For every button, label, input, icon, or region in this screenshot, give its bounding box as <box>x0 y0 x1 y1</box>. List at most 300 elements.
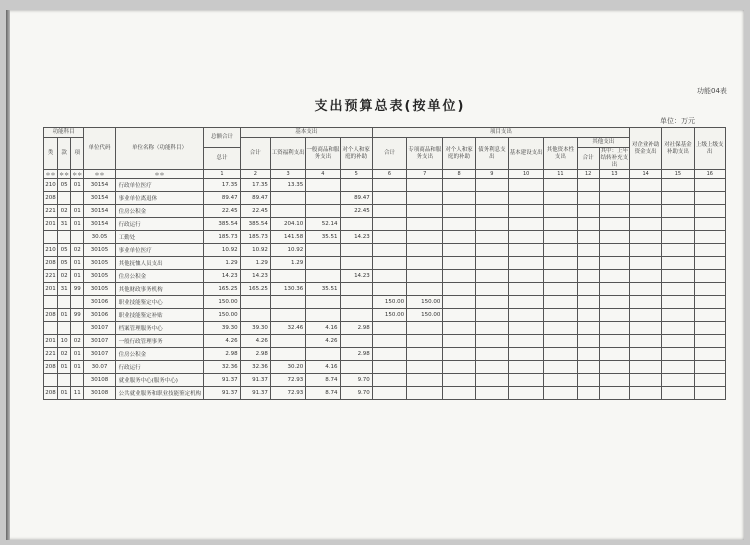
table-header <box>44 128 726 179</box>
cell-proj <box>372 335 406 348</box>
cell-special <box>407 361 443 374</box>
cell-empty <box>577 283 599 296</box>
cell-code: 30105 <box>84 257 115 270</box>
cell-code: 30154 <box>84 218 115 231</box>
table-row <box>44 270 726 283</box>
cell-total: 150.00 <box>204 296 240 309</box>
cell-i: 01 <box>58 309 71 322</box>
cell-salary: 13.35 <box>270 179 305 192</box>
cell-name: 住房公积金 <box>115 270 204 283</box>
table-row <box>44 335 726 348</box>
index-cell: 8 <box>443 170 475 179</box>
cell-goods: 4.16 <box>306 322 340 335</box>
header-unit-code: 单位代码 <box>84 128 115 170</box>
cell-code: 30106 <box>84 296 115 309</box>
cell-c: 201 <box>44 283 58 296</box>
cell-personal <box>340 296 372 309</box>
header-class: 类 <box>44 138 58 170</box>
cell-basic: 185.73 <box>240 231 270 244</box>
cell-proj: 150.00 <box>372 309 406 322</box>
cell-special: 150.00 <box>407 296 443 309</box>
table-row <box>44 361 726 374</box>
cell-s: 11 <box>71 387 84 400</box>
cell-total: 17.35 <box>204 179 240 192</box>
cell-empty <box>630 218 662 231</box>
cell-salary: 30.20 <box>270 361 305 374</box>
cell-code: 30107 <box>84 348 115 361</box>
cell-empty <box>443 296 475 309</box>
cell-basic: 10.92 <box>240 244 270 257</box>
cell-special <box>407 387 443 400</box>
table-row <box>44 348 726 361</box>
cell-empty <box>508 244 543 257</box>
cell-empty <box>508 309 543 322</box>
cell-i: 01 <box>58 387 71 400</box>
cell-goods <box>306 270 340 283</box>
cell-empty <box>694 322 725 335</box>
cell-total: 14.23 <box>204 270 240 283</box>
cell-empty <box>662 361 694 374</box>
cell-empty <box>508 296 543 309</box>
cell-proj <box>372 244 406 257</box>
cell-total: 385.54 <box>204 218 240 231</box>
cell-empty <box>599 218 629 231</box>
cell-total: 32.36 <box>204 361 240 374</box>
cell-basic: 17.35 <box>240 179 270 192</box>
cell-personal <box>340 257 372 270</box>
table-row <box>44 374 726 387</box>
cell-empty <box>694 309 725 322</box>
cell-c: 201 <box>44 218 58 231</box>
cell-empty <box>577 179 599 192</box>
cell-empty <box>443 244 475 257</box>
index-row <box>44 170 726 179</box>
cell-proj <box>372 361 406 374</box>
header-debt-interest: 债务利息支出 <box>475 138 508 170</box>
cell-empty <box>630 335 662 348</box>
cell-name: 行政单位医疗 <box>115 179 204 192</box>
cell-salary <box>270 205 305 218</box>
cell-salary <box>270 348 305 361</box>
cell-empty <box>599 270 629 283</box>
cell-total: 4.26 <box>204 335 240 348</box>
cell-name: 其他财政事务机构 <box>115 283 204 296</box>
cell-empty <box>475 322 508 335</box>
cell-empty <box>630 348 662 361</box>
cell-name: 其他抚恤人员支出 <box>115 257 204 270</box>
cell-empty <box>662 205 694 218</box>
cell-personal: 89.47 <box>340 192 372 205</box>
sheet-edge <box>6 10 10 540</box>
table-row <box>44 192 726 205</box>
cell-basic: 165.25 <box>240 283 270 296</box>
cell-code: 30154 <box>84 192 115 205</box>
cell-i: 02 <box>58 205 71 218</box>
unit-label: 单位：万元 <box>660 117 695 125</box>
cell-goods: 35.51 <box>306 231 340 244</box>
cell-empty <box>662 348 694 361</box>
cell-empty <box>544 192 577 205</box>
cell-total: 185.73 <box>204 231 240 244</box>
cell-basic <box>240 309 270 322</box>
cell-personal: 2.98 <box>340 322 372 335</box>
cell-empty <box>544 387 577 400</box>
cell-proj <box>372 387 406 400</box>
cell-total: 91.37 <box>204 374 240 387</box>
cell-code: 30107 <box>84 335 115 348</box>
cell-empty <box>630 361 662 374</box>
table-row <box>44 231 726 244</box>
cell-salary: 130.36 <box>270 283 305 296</box>
cell-empty <box>694 231 725 244</box>
cell-i <box>58 322 71 335</box>
cell-empty <box>662 270 694 283</box>
cell-i: 31 <box>58 218 71 231</box>
header-social-security: 对社保基金补助支出 <box>662 128 694 170</box>
cell-empty <box>475 296 508 309</box>
cell-empty <box>662 335 694 348</box>
cell-name: 行政运行 <box>115 361 204 374</box>
header-salary: 工资福利支出 <box>270 138 305 170</box>
cell-empty <box>630 283 662 296</box>
index-cell: 16 <box>694 170 725 179</box>
cell-s: 02 <box>71 244 84 257</box>
cell-personal <box>340 309 372 322</box>
cell-empty <box>475 283 508 296</box>
cell-goods: 8.74 <box>306 374 340 387</box>
cell-code: 30106 <box>84 309 115 322</box>
cell-basic: 39.30 <box>240 322 270 335</box>
index-cell: ＊＊ <box>115 170 204 179</box>
cell-empty <box>544 309 577 322</box>
header-section: 项 <box>71 138 84 170</box>
cell-empty <box>544 179 577 192</box>
cell-basic: 91.37 <box>240 387 270 400</box>
header-other-sub: 其中：上年结转补充支出 <box>600 148 629 168</box>
cell-basic: 14.23 <box>240 270 270 283</box>
cell-empty <box>694 348 725 361</box>
table-row <box>44 283 726 296</box>
index-cell: 4 <box>306 170 340 179</box>
header-enterprise-subsidy: 对企业补助资金支出 <box>630 128 662 170</box>
cell-empty <box>443 387 475 400</box>
cell-s: 99 <box>71 309 84 322</box>
table-row <box>44 387 726 400</box>
cell-empty <box>475 387 508 400</box>
cell-empty <box>544 257 577 270</box>
cell-empty <box>599 296 629 309</box>
cell-empty <box>508 374 543 387</box>
cell-c: 210 <box>44 244 58 257</box>
index-cell: 5 <box>340 170 372 179</box>
cell-empty <box>577 387 599 400</box>
header-total-group: 总额合计 <box>204 128 240 148</box>
cell-empty <box>630 205 662 218</box>
cell-empty <box>508 231 543 244</box>
cell-name: 就业服务中心(服务中心) <box>115 374 204 387</box>
cell-empty <box>508 257 543 270</box>
index-cell: ＊＊ <box>44 170 58 179</box>
cell-s: 99 <box>71 283 84 296</box>
header-other-capital: 其他资本性支出 <box>544 138 577 170</box>
page-title: 支出预算总表(按单位) <box>314 99 466 114</box>
cell-c: 208 <box>44 361 58 374</box>
header-project-group: 项目支出 <box>372 128 629 138</box>
cell-empty <box>599 387 629 400</box>
cell-i: 05 <box>58 179 71 192</box>
cell-proj: 150.00 <box>372 296 406 309</box>
cell-goods <box>306 348 340 361</box>
cell-salary <box>270 296 305 309</box>
cell-empty <box>599 374 629 387</box>
header-total: 总计 <box>204 148 240 170</box>
cell-empty <box>630 270 662 283</box>
cell-empty <box>443 348 475 361</box>
cell-c <box>44 322 58 335</box>
cell-empty <box>599 309 629 322</box>
cell-c <box>44 296 58 309</box>
cell-goods: 52.14 <box>306 218 340 231</box>
cell-empty <box>599 283 629 296</box>
cell-code: 30105 <box>84 283 115 296</box>
cell-name: 行政运行 <box>115 218 204 231</box>
cell-c: 201 <box>44 335 58 348</box>
cell-goods <box>306 309 340 322</box>
cell-salary: 10.92 <box>270 244 305 257</box>
header-other-subtotal: 合计 <box>577 148 599 170</box>
cell-goods: 4.26 <box>306 335 340 348</box>
cell-proj <box>372 270 406 283</box>
cell-c: 210 <box>44 179 58 192</box>
cell-special <box>407 192 443 205</box>
form-number: 功能04表 <box>697 87 727 95</box>
cell-empty <box>544 296 577 309</box>
cell-proj <box>372 283 406 296</box>
cell-special <box>407 374 443 387</box>
cell-name: 职业技能鉴定中心 <box>115 296 204 309</box>
cell-s: 01 <box>71 218 84 231</box>
cell-empty <box>577 322 599 335</box>
cell-empty <box>662 309 694 322</box>
cell-personal: 14.23 <box>340 231 372 244</box>
cell-empty <box>694 387 725 400</box>
cell-name: 工勤处 <box>115 231 204 244</box>
cell-special <box>407 231 443 244</box>
cell-salary: 32.46 <box>270 322 305 335</box>
cell-empty <box>443 374 475 387</box>
cell-name: 事业单位离退休 <box>115 192 204 205</box>
index-cell: 6 <box>372 170 406 179</box>
cell-s <box>71 374 84 387</box>
cell-proj <box>372 257 406 270</box>
cell-empty <box>544 348 577 361</box>
cell-empty <box>694 283 725 296</box>
cell-i <box>58 296 71 309</box>
cell-i <box>58 374 71 387</box>
cell-basic: 2.98 <box>240 348 270 361</box>
cell-personal: 2.98 <box>340 348 372 361</box>
cell-empty <box>662 244 694 257</box>
cell-basic: 91.37 <box>240 374 270 387</box>
cell-empty <box>443 309 475 322</box>
cell-empty <box>577 257 599 270</box>
header-capital: 基本建设支出 <box>508 138 543 170</box>
cell-empty <box>443 257 475 270</box>
cell-special <box>407 283 443 296</box>
index-cell: 3 <box>270 170 305 179</box>
cell-proj <box>372 374 406 387</box>
header-item: 款 <box>58 138 71 170</box>
cell-empty <box>662 296 694 309</box>
header-basic-group: 基本支出 <box>240 128 372 138</box>
cell-special: 150.00 <box>407 309 443 322</box>
cell-salary <box>270 335 305 348</box>
cell-empty <box>508 348 543 361</box>
cell-empty <box>544 283 577 296</box>
cell-special <box>407 257 443 270</box>
cell-empty <box>508 192 543 205</box>
cell-personal <box>340 218 372 231</box>
index-cell: ＊＊ <box>59 171 70 178</box>
index-cell: 15 <box>662 170 694 179</box>
cell-i <box>58 192 71 205</box>
table-row <box>44 205 726 218</box>
table-body <box>44 179 726 400</box>
cell-empty <box>599 205 629 218</box>
cell-empty <box>475 231 508 244</box>
cell-empty <box>544 218 577 231</box>
table-row <box>44 296 726 309</box>
cell-personal <box>340 361 372 374</box>
cell-c <box>44 374 58 387</box>
cell-empty <box>630 257 662 270</box>
cell-special <box>407 179 443 192</box>
cell-empty <box>662 257 694 270</box>
cell-personal: 9.70 <box>340 374 372 387</box>
cell-empty <box>577 218 599 231</box>
cell-empty <box>599 335 629 348</box>
cell-empty <box>599 192 629 205</box>
cell-empty <box>475 374 508 387</box>
cell-empty <box>443 283 475 296</box>
cell-c: 208 <box>44 309 58 322</box>
cell-empty <box>508 179 543 192</box>
cell-empty <box>443 270 475 283</box>
cell-empty <box>599 348 629 361</box>
cell-c: 208 <box>44 257 58 270</box>
cell-empty <box>544 335 577 348</box>
cell-empty <box>475 361 508 374</box>
cell-code: 30107 <box>84 322 115 335</box>
cell-proj <box>372 322 406 335</box>
cell-s <box>71 231 84 244</box>
cell-empty <box>508 387 543 400</box>
cell-empty <box>475 205 508 218</box>
cell-s: 01 <box>71 348 84 361</box>
cell-empty <box>662 179 694 192</box>
cell-empty <box>577 309 599 322</box>
cell-basic: 385.54 <box>240 218 270 231</box>
cell-empty <box>577 361 599 374</box>
cell-i: 05 <box>58 244 71 257</box>
index-cell: 14 <box>630 170 662 179</box>
table-row <box>44 322 726 335</box>
cell-empty <box>443 231 475 244</box>
header-other-group: 其他支出 <box>577 138 629 148</box>
cell-special <box>407 218 443 231</box>
index-cell: 13 <box>599 170 629 179</box>
cell-special <box>407 322 443 335</box>
cell-empty <box>508 335 543 348</box>
cell-personal: 9.70 <box>340 387 372 400</box>
cell-total: 10.92 <box>204 244 240 257</box>
cell-empty <box>508 205 543 218</box>
cell-s: 01 <box>71 270 84 283</box>
cell-proj <box>372 231 406 244</box>
cell-empty <box>443 205 475 218</box>
cell-empty <box>630 309 662 322</box>
cell-empty <box>544 205 577 218</box>
cell-empty <box>694 270 725 283</box>
cell-empty <box>630 192 662 205</box>
cell-s: 01 <box>71 179 84 192</box>
index-cell: 1 <box>204 170 240 179</box>
table-row <box>44 257 726 270</box>
cell-goods <box>306 205 340 218</box>
cell-empty <box>630 244 662 257</box>
cell-s: 02 <box>71 335 84 348</box>
cell-code: 30.05 <box>84 231 115 244</box>
cell-empty <box>544 231 577 244</box>
cell-empty <box>694 361 725 374</box>
header-goods: 一般商品和服务支出 <box>306 138 340 170</box>
cell-empty <box>599 322 629 335</box>
cell-code: 30108 <box>84 387 115 400</box>
cell-code: 30.07 <box>84 361 115 374</box>
cell-total: 1.29 <box>204 257 240 270</box>
cell-empty <box>630 374 662 387</box>
cell-empty <box>475 192 508 205</box>
cell-salary <box>270 309 305 322</box>
cell-name: 档案管理服务中心 <box>115 322 204 335</box>
cell-empty <box>630 387 662 400</box>
cell-special <box>407 348 443 361</box>
cell-empty <box>577 374 599 387</box>
cell-basic: 22.45 <box>240 205 270 218</box>
cell-i: 05 <box>58 257 71 270</box>
cell-empty <box>475 348 508 361</box>
cell-goods <box>306 257 340 270</box>
cell-empty <box>508 218 543 231</box>
cell-empty <box>577 231 599 244</box>
cell-total: 89.47 <box>204 192 240 205</box>
table-row <box>44 244 726 257</box>
cell-salary: 141.58 <box>270 231 305 244</box>
cell-i: 31 <box>58 283 71 296</box>
header-personal-subsidy: 对个人和家庭的补助 <box>443 138 475 170</box>
cell-personal: 14.23 <box>340 270 372 283</box>
cell-empty <box>630 231 662 244</box>
cell-empty <box>475 179 508 192</box>
cell-empty <box>443 322 475 335</box>
cell-personal <box>340 244 372 257</box>
cell-name: 一般行政管理事务 <box>115 335 204 348</box>
cell-empty <box>577 335 599 348</box>
cell-c: 208 <box>44 387 58 400</box>
cell-proj <box>372 192 406 205</box>
cell-total: 39.30 <box>204 322 240 335</box>
cell-proj <box>372 205 406 218</box>
